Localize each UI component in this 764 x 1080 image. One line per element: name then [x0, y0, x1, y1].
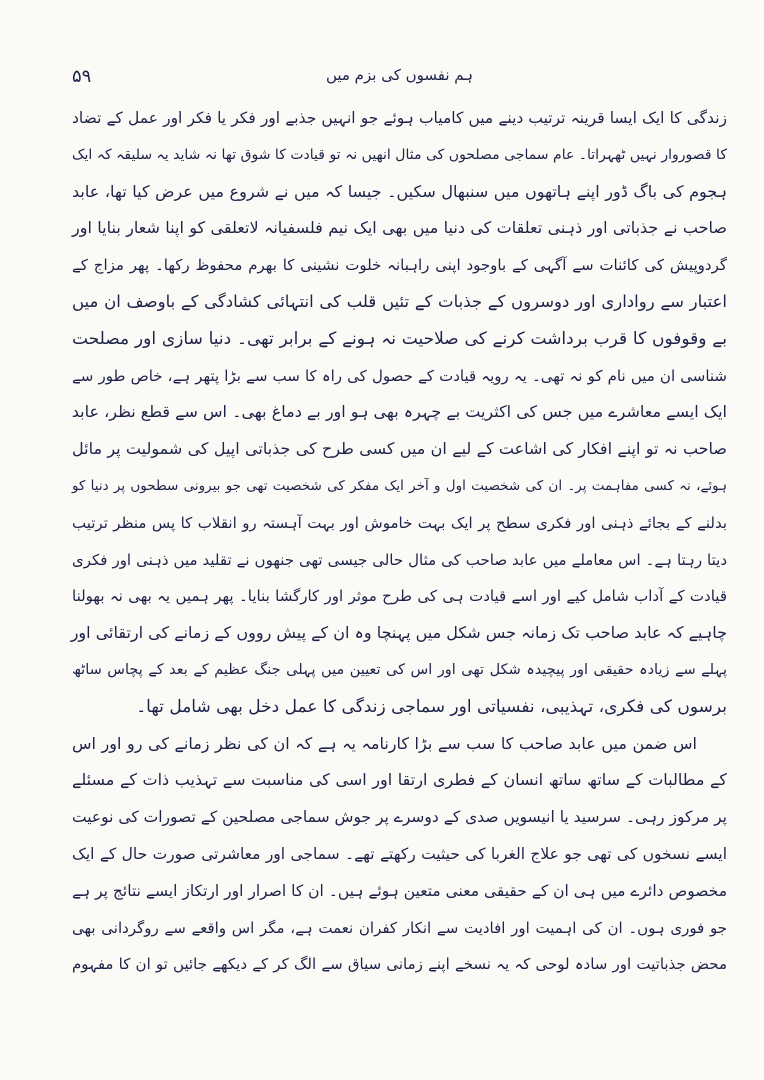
text-line: بے وقوفوں کا قرب برداشت کرنے کی صلاحیت نہ ہونے کے برابر تھی۔ دنیا سازی اور مصلحت — [72, 328, 727, 349]
text-line: صاحب نے جذباتی اور ذہنی تعلقات کی دنیا میں بھی ایک نیم فلسفیانہ لاتعلقی کو اپنا شعار بنایا اور — [72, 218, 727, 238]
text-line: برسوں کی فکری، تہذیبی، نفسیاتی اور سماجی زندگی کا عمل دخل بھی شامل تھا۔ — [136, 696, 727, 717]
text-line: اس ضمن میں عابد صاحب کا سب سے بڑا کارنامہ یہ ہے کہ ان کی نظر زمانے کی رو اور اس — [72, 733, 697, 753]
text-line: چاہیے کہ عابد صاحب تک زمانہ جس شکل میں پہنچا وہ ان کے پیش رووں کے زمانے کی ارتقائی اور — [70, 623, 727, 643]
running-title: ہم نفسوں کی بزم میں — [325, 66, 474, 84]
body-text — [72, 100, 727, 983]
text-line: زندگی کا ایک ایسا قرینہ ترتیب دینے میں کامیاب ہوئے جو انہیں جذبے اور فکر یا فکر اور عمل کے تضاد — [72, 109, 727, 127]
text-line: کے مطالبات کے ساتھ ساتھ انسان کے فطری ارتقا اور اسی کی مناسبت سے تہذیب ذات کے مسئلے — [72, 770, 727, 790]
text-line: ایسے نسخوں کی تھی جو علاج الغربا کی حیثیت رکھتے تھے۔ سماجی اور معاشرتی صورت حال کے ایک — [72, 844, 727, 863]
text-line: کا قصوروار نہیں ٹھہراتا۔ عام سماجی مصلحوں کی مثال انھیں نہ تو قیادت کا شوق تھا نہ شاید یہ سلیقہ کہ ایک — [72, 146, 727, 163]
text-line: پہلے سے زیادہ حقیقی اور پیچیدہ شکل تھی اور اس کی تعیین میں پہلی جنگ عظیم کے بعد کے پچاس ساٹھ — [72, 661, 727, 678]
text-line: گردوپیش کی کائنات سے آگہی کے باوجود اپنی راہبانہ خلوت نشینی کا بھرم محفوظ رکھا۔ پھر مزاج کے — [72, 256, 727, 275]
text-line: ایک ایسے معاشرے میں جس کی اکثریت بے چہرہ بھی ہو اور بے دماغ بھی۔ اس سے قطع نظر، عابد — [71, 402, 727, 422]
text-line: محض جذباتیت اور سادہ لوحی کہ یہ نسخے اپنے زمانی سیاق سے الگ کر کے دیکھے جائیں تو ان کا مفہوم — [72, 955, 727, 974]
text-line: شناسی ان میں نام کو نہ تھی۔ یہ رویہ قیادت کے حصول کی راہ کا سب سے بڑا پتھر ہے، خاص طور سے — [72, 366, 727, 385]
text-line: پر مرکوز رہی۔ سرسید یا انیسویں صدی کے دوسرے پر جوش سماجی مصلحین کے تصورات کی نوعیت — [72, 808, 727, 827]
text-line: بدلنے کے بجائے ذہنی اور فکری سطح پر ایک بہت خاموش اور بہت آہستہ رو انقلاب کا پس منظر ترتیب — [72, 513, 727, 532]
text-line: اعتبار سے رواداری اور دوسروں کے جذبات کے تئیں قلب کی انتہائی کشادگی کے باوصف ان میں — [72, 291, 727, 311]
text-line: قیادت کے آداب شامل کیے اور اسے قیادت ہی کی طرح موثر اور کارگشا بنایا۔ پھر ہمیں یہ بھی نہ بھولنا — [72, 587, 727, 606]
text-line: دیتا رہتا ہے۔ اس معاملے میں عابد صاحب کی مثال حالی جیسی تھی جنھوں نے تقلید میں ذہنی اور فکری — [72, 550, 727, 569]
text-line: ہجوم کی باگ ڈور اپنے ہاتھوں میں سنبھال سکیں۔ جیسا کہ میں نے شروع میں عرض کیا تھا، عابد — [72, 181, 727, 201]
running-header — [72, 66, 727, 96]
page-number: ۵۹ — [72, 66, 92, 87]
text-line: مخصوص دائرے میں ہی ان کے حقیقی معنی متعین ہوئے ہیں۔ ان کا اصرار اور ارتکاز ایسے نتائج پر ہے — [72, 881, 727, 900]
text-line: جو فوری ہوں۔ ان کی اہمیت اور افادیت سے انکار کفران نعمت ہے، مگر اس واقعے سے روگردانی بھی — [72, 918, 727, 937]
text-line: ہوئے، نہ کسی مفاہمت پر۔ ان کی شخصیت اول و آخر ایک مفکر کی شخصیت تھی جو بیرونی سطحوں پر دنیا کو — [72, 477, 727, 494]
text-line: صاحب نہ تو اپنے افکار کی اشاعت کے لیے ان میں کسی طرح کی جذباتی اپیل کی شمولیت پر مائل — [72, 439, 727, 459]
